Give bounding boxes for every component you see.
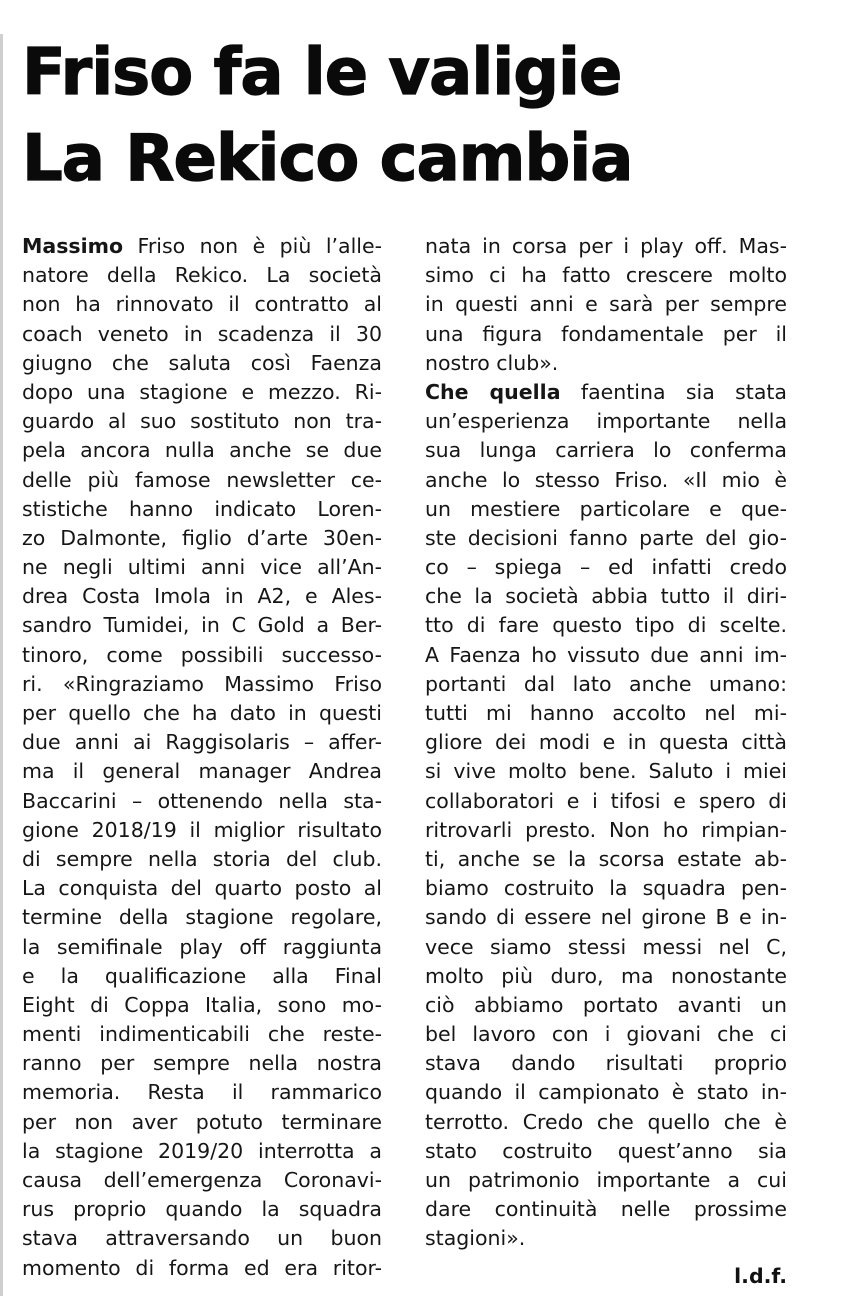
- paragraph-line: per non aver potuto terminare: [22, 1109, 382, 1134]
- paragraph-line: dare continuità nelle prossime: [425, 1197, 787, 1222]
- paragraph-text: Friso non è più l’alle-: [123, 234, 382, 258]
- paragraph-line: una figura fondamentale per il: [425, 321, 787, 346]
- paragraph-line: due anni ai Raggisolaris – affer-: [22, 730, 382, 755]
- paragraph-line: guardo al suo sostituto non tra-: [22, 409, 382, 434]
- paragraph-line: portanti dal lato anche umano:: [425, 671, 787, 696]
- paragraph-line: stava attraversando un buon: [22, 1226, 382, 1251]
- paragraph-line: drea Costa Imola in A2, e Ales-: [22, 584, 382, 609]
- paragraph-line: rus proprio quando la squadra: [22, 1197, 382, 1222]
- paragraph-line: zo Dalmonte, figlio d’arte 30en-: [22, 525, 382, 550]
- paragraph-line: quando il campionato è stato in-: [425, 1080, 787, 1105]
- headline-line-1: Friso fa le valigie: [22, 36, 622, 110]
- paragraph-line: ti, anche se la scorsa estate ab-: [425, 846, 787, 871]
- paragraph-line: stava dando risultati proprio: [425, 1051, 787, 1076]
- paragraph-line: tutti mi hanno accolto nel mi-: [425, 701, 787, 725]
- paragraph-line: un’esperienza importante nella: [425, 409, 787, 434]
- paragraph-line: [425, 378, 787, 407]
- paragraph-line: termine della stagione regolare,: [22, 905, 382, 930]
- paragraph-line: stato costruito quest’anno sia: [425, 1138, 787, 1163]
- paragraph-line: la stagione 2019/20 interrotta a: [22, 1138, 382, 1163]
- paragraph-line: Eight di Coppa Italia, sono mo-: [22, 992, 382, 1017]
- paragraph-line: tinoro, come possibili successo-: [22, 642, 382, 667]
- paragraph-line: molto più duro, ma nonostante: [425, 963, 787, 988]
- paragraph-line: la semifinale play off raggiunta: [22, 934, 382, 959]
- paragraph-line: collaboratori e i tifosi e spero di: [425, 788, 787, 813]
- paragraph-line: gliore dei modi e in questa città: [425, 730, 787, 755]
- paragraph-line: ste decisioni fanno parte del gio-: [425, 525, 787, 550]
- paragraph-line: ri. «Ringraziamo Massimo Friso: [22, 671, 382, 696]
- paragraph-line: [22, 232, 382, 261]
- paragraph-line: co – spiega – ed infatti credo: [425, 555, 787, 580]
- paragraph-text: faentina sia stata: [560, 379, 787, 404]
- paragraph-line: ma il general manager Andrea: [22, 759, 382, 784]
- headline-line-2: La Rekico cambia: [22, 122, 633, 196]
- paragraph-line: stistiche hanno indicato Loren-: [22, 496, 382, 521]
- paragraph-line: nata in corsa per i play off. Mas-: [425, 234, 787, 258]
- paragraph-line: di sempre nella storia del club.: [22, 846, 382, 871]
- paragraph-line: terrotto. Credo che quello che è: [425, 1109, 787, 1134]
- paragraph-line: ciò abbiamo portato avanti un: [425, 992, 787, 1017]
- paragraph-line: anche lo stesso Friso. «Il mio è: [425, 467, 787, 492]
- paragraph-line: ritrovarli presto. Non ho rimpian-: [425, 817, 787, 842]
- paragraph-line: biamo costruito la squadra pen-: [425, 876, 787, 901]
- paragraph-line: si vive molto bene. Saluto i miei: [425, 759, 787, 784]
- paragraph-line: e la qualificazione alla Final: [22, 963, 382, 988]
- article-column-left: [22, 232, 382, 1283]
- paragraph-line: stagioni».: [425, 1226, 526, 1251]
- paragraph-line: simo ci ha fatto crescere molto: [425, 263, 787, 288]
- paragraph-line: natore della Rekico. La società: [22, 263, 382, 288]
- article-headline: [22, 30, 832, 202]
- paragraph-line: sando di essere nel girone B e in-: [425, 905, 787, 930]
- lead-word: Che quella: [425, 379, 561, 404]
- paragraph-line: coach veneto in scadenza il 30: [22, 321, 382, 346]
- paragraph-line: sua lunga carriera lo conferma: [425, 438, 787, 463]
- lead-word: Massimo: [22, 234, 124, 258]
- paragraph-line: ne negli ultimi anni vice all’An-: [22, 555, 382, 580]
- paragraph-line: nostro club».: [425, 350, 559, 375]
- paragraph-line: causa dell’emergenza Coronavi-: [22, 1168, 382, 1192]
- paragraph-line: vece siamo stessi messi nel C,: [425, 934, 787, 959]
- paragraph-line: un patrimonio importante a cui: [425, 1168, 787, 1192]
- paragraph-line: ranno per sempre nella nostra: [22, 1051, 382, 1076]
- paragraph-line: tto di fare questo tipo di scelte.: [425, 613, 787, 638]
- paragraph-line: per quello che ha dato in questi: [22, 701, 382, 725]
- paragraph-line: in questi anni e sarà per sempre: [425, 292, 787, 317]
- paragraph-line: menti indimenticabili che reste-: [22, 1022, 382, 1047]
- paragraph-line: momento di forma ed era ritor-: [22, 1255, 382, 1280]
- author-byline: l.d.f.: [734, 1264, 787, 1288]
- paragraph-line: gione 2018/19 il miglior risultato: [22, 817, 382, 842]
- paragraph-line: La conquista del quarto posto al: [22, 876, 382, 901]
- article-column-right: [425, 232, 787, 1254]
- paragraph-line: A Faenza ho vissuto due anni im-: [425, 642, 787, 667]
- paragraph-line: giugno che saluta così Faenza: [22, 350, 382, 375]
- paragraph-line: Baccarini – ottenendo nella sta-: [22, 788, 382, 813]
- paragraph-line: un mestiere particolare e que-: [425, 496, 787, 521]
- paragraph-line: non ha rinnovato il contratto al: [22, 292, 382, 317]
- paragraph-line: pela ancora nulla anche se due: [22, 438, 382, 463]
- paragraph-line: che la società abbia tutto il diri-: [425, 584, 787, 609]
- paragraph-line: sandro Tumidei, in C Gold a Ber-: [22, 613, 382, 638]
- column-rule: [0, 34, 3, 1296]
- paragraph-line: bel lavoro con i giovani che ci: [425, 1022, 787, 1047]
- paragraph-line: memoria. Resta il rammarico: [22, 1080, 382, 1105]
- paragraph-line: delle più famose newsletter ce-: [22, 467, 382, 492]
- paragraph-line: dopo una stagione e mezzo. Ri-: [22, 379, 382, 404]
